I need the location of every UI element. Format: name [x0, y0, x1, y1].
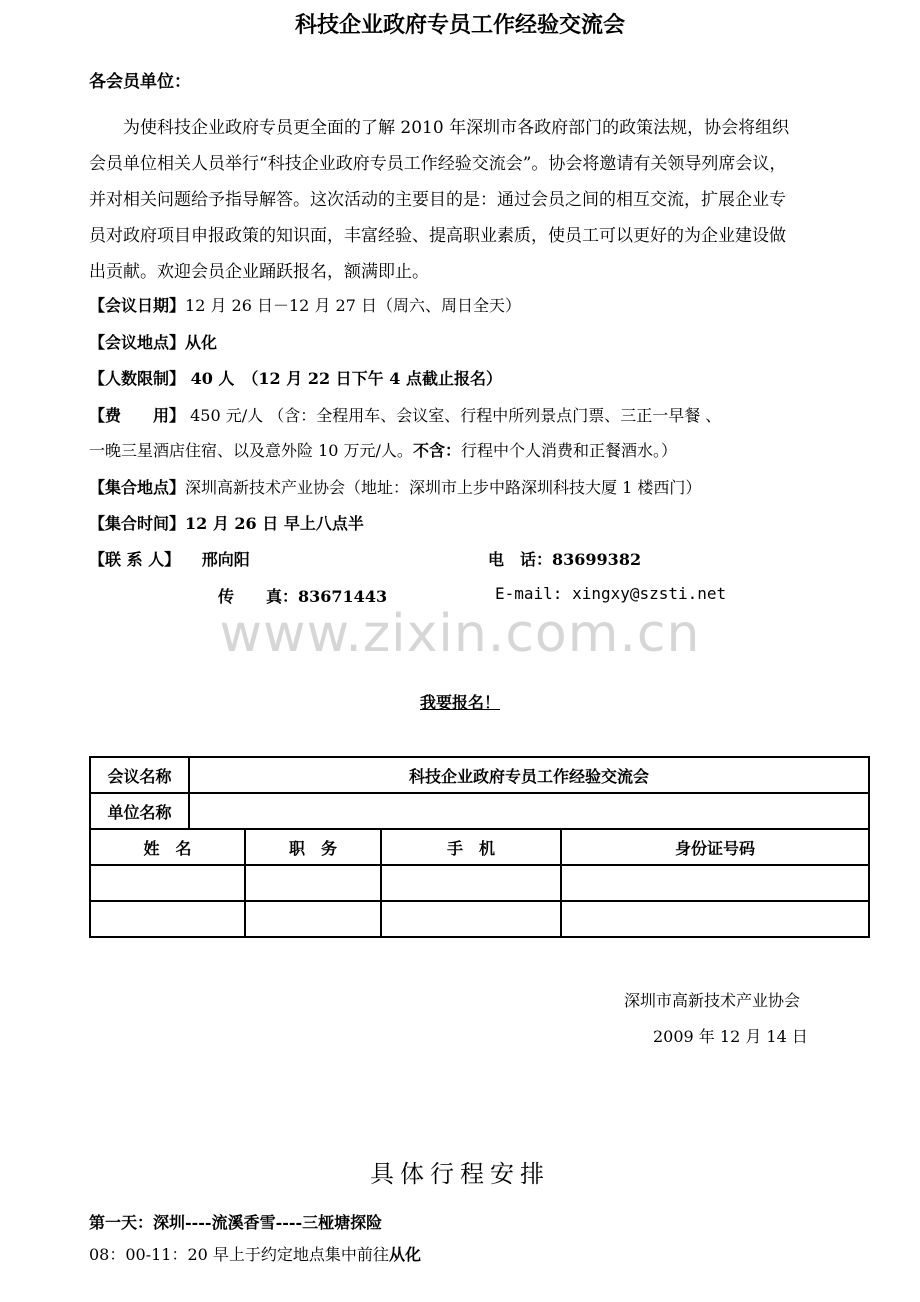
attendee-limit-label: 【人数限制】 — [89, 369, 186, 388]
contact-person-row — [89, 547, 250, 570]
fee-included-items: 一晚三星酒店住宿、以及意外险 10 万元/人。 — [89, 441, 413, 460]
intro-line: 为使科技企业政府专员更全面的了解 2010 年深圳市各政府部门的政策法规，协会将组织 — [89, 118, 790, 138]
meeting-venue-label: 【会议地点】 — [89, 333, 186, 352]
meeting-date-row — [89, 293, 521, 316]
meeting-place-row — [89, 475, 701, 498]
email-label: E-mail: — [495, 584, 573, 603]
contact-person-value: 邢向阳 — [201, 550, 250, 569]
attendee-limit-row — [89, 366, 502, 389]
phone-row — [488, 547, 641, 570]
meeting-place-label: 【集合地点】 — [89, 478, 186, 497]
phone-value: 83699382 — [552, 550, 642, 569]
meeting-venue-row — [89, 330, 217, 353]
position-input-cell[interactable] — [246, 902, 380, 936]
mobile-input-cell[interactable] — [381, 865, 561, 901]
schedule-day-one: 第一天：深圳----流溪香雪----三桠塘探险 — [89, 1213, 383, 1232]
contact-person-label: 【联 系 人】 — [89, 550, 181, 569]
table-row — [90, 865, 869, 901]
intro-line: 员对政府项目申报政策的知识面，丰富经验、提高职业素质，使员工可以更好的为企业建设做 — [89, 226, 786, 246]
column-header-id-number: 身份证号码 — [561, 829, 869, 865]
fee-label: 【费 用】 — [89, 406, 186, 425]
meeting-name-label: 会议名称 — [90, 757, 189, 793]
table-row — [90, 757, 869, 793]
intro-line: 并对相关问题给予指导解答。这次活动的主要目的是：通过会员之间的相互交流，扩展企业专 — [89, 190, 786, 210]
registration-table — [89, 756, 870, 938]
meeting-time-value: 12 月 26 日 早上八点半 — [185, 514, 364, 533]
table-row — [90, 901, 869, 937]
email-row — [495, 584, 726, 603]
column-header-position: 职 务 — [288, 838, 337, 858]
table-header-row — [90, 829, 869, 865]
meeting-venue-value: 从化 — [185, 333, 218, 352]
id-number-input-cell[interactable] — [561, 865, 869, 901]
signup-heading: 我要报名！ — [419, 693, 500, 712]
email-value[interactable]: xingxy@szsti.net — [572, 584, 727, 603]
fax-label: 传 真： — [218, 587, 299, 606]
fax-value: 83671443 — [298, 587, 388, 606]
meeting-time-row — [89, 511, 364, 534]
salutation: 各会员单位： — [89, 72, 191, 92]
meeting-date-label: 【会议日期】 — [89, 296, 186, 315]
meeting-date-value: 12 月 26 日－12 月 27 日（周六、周日全天） — [185, 296, 521, 315]
fee-row — [89, 403, 721, 426]
entry-name-position — [90, 901, 381, 937]
meeting-time-label: 【集合时间】 — [89, 514, 186, 533]
attendee-limit-value: 40 人 （12 月 22 日下午 4 点截止报名） — [185, 369, 502, 388]
schedule-item-destination: 从化 — [388, 1245, 421, 1264]
name-header-cell — [90, 829, 381, 865]
meeting-place-value: 深圳高新技术产业协会（地址：深圳市上步中路深圳科技大厦 1 楼西门） — [185, 478, 702, 497]
name-input-cell[interactable] — [91, 902, 246, 936]
mobile-input-cell[interactable] — [381, 901, 561, 937]
column-header-name: 姓 名 — [91, 830, 246, 864]
fee-excluded-items: 行程中个人消费和正餐酒水。） — [460, 441, 677, 460]
name-input-cell[interactable] — [91, 866, 246, 900]
phone-label: 电 话： — [488, 550, 553, 569]
meeting-name-value: 科技企业政府专员工作经验交流会 — [189, 757, 869, 793]
fee-value: 450 元/人 （含：全程用车、会议室、行程中所列景点门票、三正一早餐 、 — [185, 406, 722, 425]
fee-excluded-label: 不含： — [412, 441, 461, 460]
schedule-item — [89, 1242, 421, 1265]
company-name-field[interactable] — [189, 793, 869, 829]
intro-line: 出贡献。欢迎会员企业踊跃报名，额满即止。 — [89, 262, 429, 282]
intro-paragraph — [89, 110, 849, 290]
table-row — [90, 793, 869, 829]
column-header-mobile: 手 机 — [381, 829, 561, 865]
intro-line: 会员单位相关人员举行“科技企业政府专员工作经验交流会”。协会将邀请有关领导列席会议， — [89, 154, 787, 174]
signature-date: 2009 年 12 月 14 日 — [653, 1027, 808, 1046]
watermark: www.zixin.com.cn — [219, 604, 701, 664]
company-name-label: 单位名称 — [90, 793, 189, 829]
fee-row-continued — [89, 438, 677, 461]
entry-name-position — [90, 865, 381, 901]
schedule-title: 具体行程安排 — [370, 1160, 550, 1188]
signature-organization: 深圳市高新技术产业协会 — [624, 991, 801, 1010]
position-input-cell[interactable] — [246, 866, 380, 900]
schedule-item-text: 08：00-11：20 早上于约定地点集中前往 — [89, 1245, 389, 1264]
id-number-input-cell[interactable] — [561, 901, 869, 937]
document-title: 科技企业政府专员工作经验交流会 — [294, 12, 625, 38]
